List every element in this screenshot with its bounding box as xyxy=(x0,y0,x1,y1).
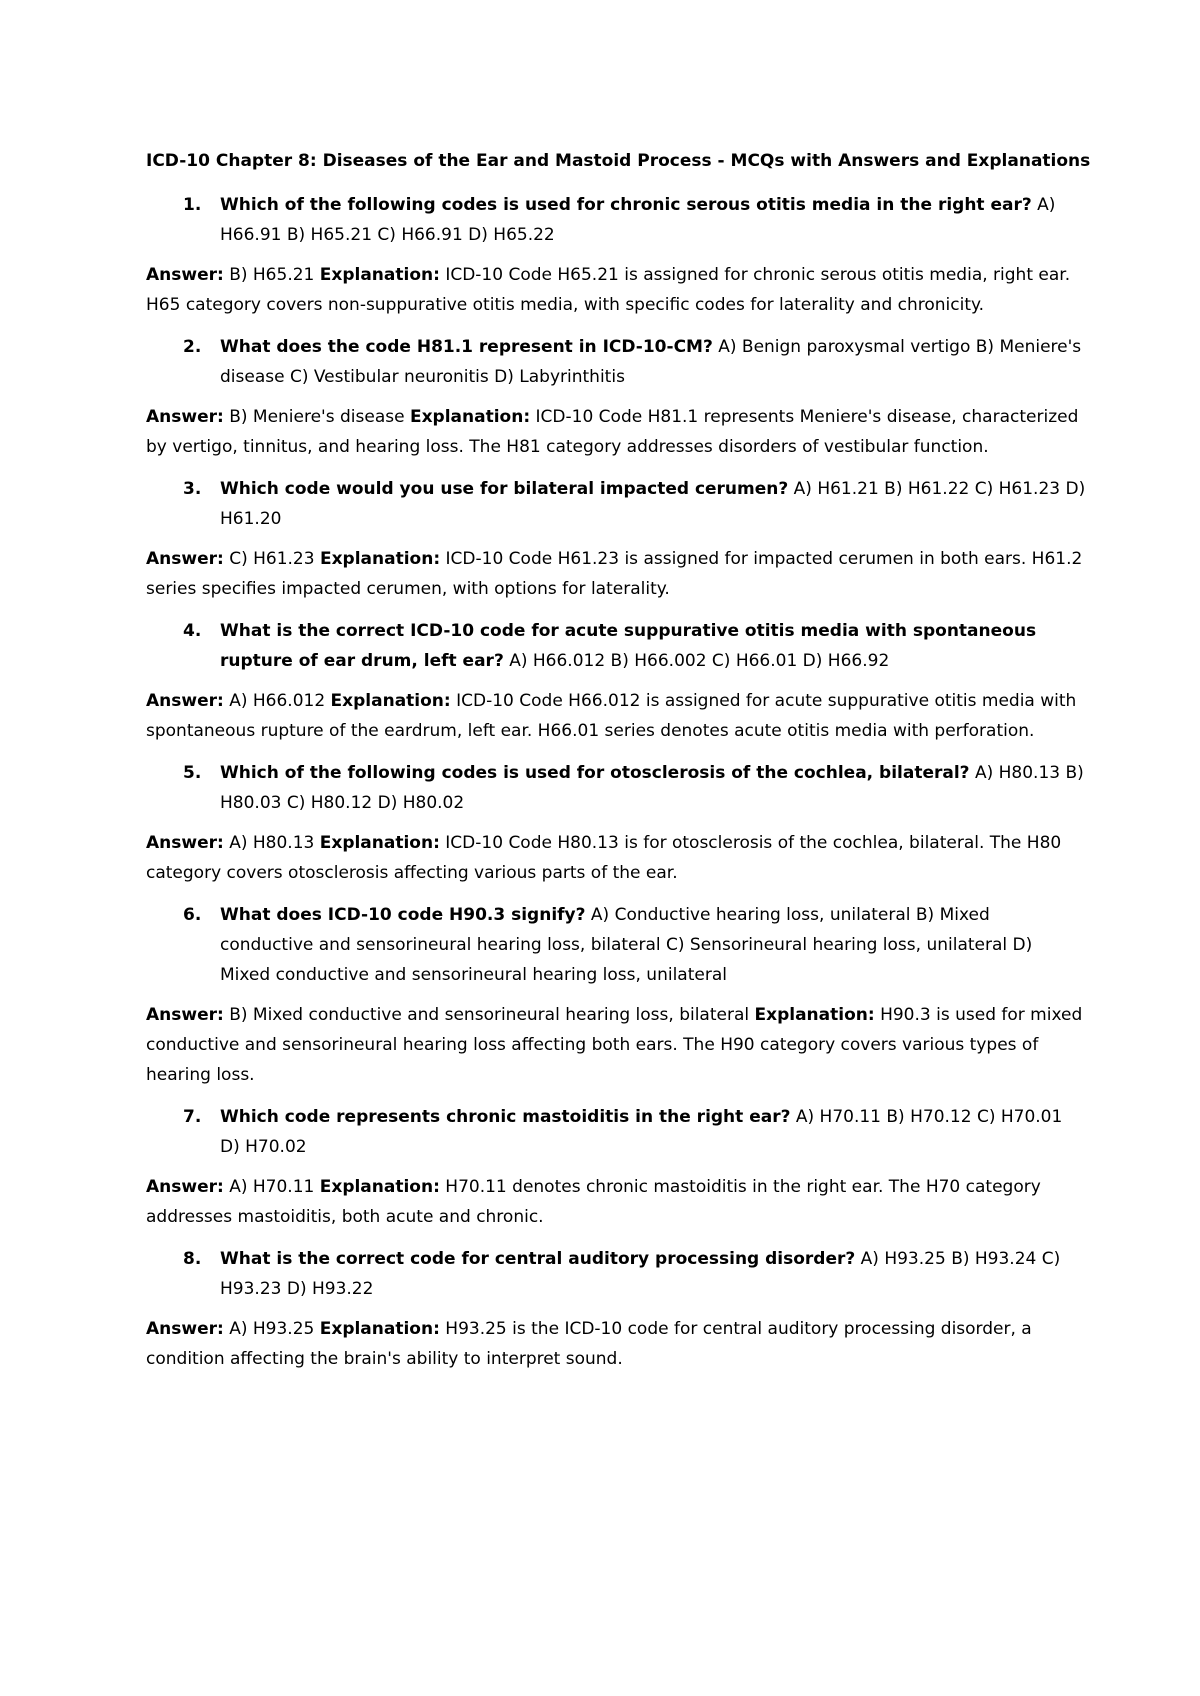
answer-label: Answer: xyxy=(146,833,224,853)
question-number: 3. xyxy=(183,479,202,499)
answer-label: Answer: xyxy=(146,691,224,711)
answer-value: A) H93.25 xyxy=(229,1319,315,1339)
question-text: Which of the following codes is used for otosclerosis of the cochlea, bilateral? xyxy=(220,763,970,783)
question-text: Which code represents chronic mastoiditis in the right ear? xyxy=(220,1107,791,1127)
answer-label: Answer: xyxy=(146,1005,224,1025)
explanation-label: Explanation: xyxy=(409,407,531,427)
question-number: 4. xyxy=(183,621,202,641)
explanation-text: ICD-10 Code H80.13 is for otosclerosis of the cochlea, bilateral. The H80 category covers otosclerosis affecting various parts of the ear. xyxy=(146,833,1062,883)
question-item xyxy=(146,474,1086,534)
answer-value: A) H80.13 xyxy=(229,833,315,853)
answer-value: B) Mixed conductive and sensorineural hearing loss, bilateral xyxy=(229,1005,750,1025)
question-item xyxy=(146,900,1086,990)
answer-label: Answer: xyxy=(146,549,224,569)
explanation-label: Explanation: xyxy=(319,549,441,569)
question-number: 7. xyxy=(183,1107,202,1127)
explanation-label: Explanation: xyxy=(319,833,440,853)
question-options: A) H80.13 B) H80.03 C) H80.12 D) H80.02 xyxy=(220,763,1084,813)
answer-block xyxy=(146,1000,1086,1090)
explanation-text: ICD-10 Code H61.23 is assigned for impacted cerumen in both ears. H61.2 series specifies impacted cerumen, with options for laterality. xyxy=(146,549,1083,599)
question-options: A) H70.11 B) H70.12 C) H70.01 D) H70.02 xyxy=(220,1107,1063,1157)
question-options: A) H66.91 B) H65.21 C) H66.91 D) H65.22 xyxy=(220,195,1056,245)
answer-value: A) H66.012 xyxy=(229,691,326,711)
answer-block xyxy=(146,260,1086,320)
explanation-text: H70.11 denotes chronic mastoiditis in the right ear. The H70 category addresses mastoiditis, both acute and chronic. xyxy=(146,1177,1041,1227)
explanation-label: Explanation: xyxy=(754,1005,875,1025)
answer-label: Answer: xyxy=(146,407,224,427)
question-options: A) H66.012 B) H66.002 C) H66.01 D) H66.92 xyxy=(509,651,890,671)
explanation-label: Explanation: xyxy=(319,1177,440,1197)
explanation-text: H90.3 is used for mixed conductive and sensorineural hearing loss affecting both ears. The H90 category covers various types of hearing loss. xyxy=(146,1005,1083,1085)
document-body xyxy=(146,146,1091,1386)
question-options: A) Conductive hearing loss, unilateral B) Mixed conductive and sensorineural hearing loss, bilateral C) Sensorineural hearing loss, unilateral D) Mixed conductive and sensorineural hearing loss, unilateral xyxy=(220,905,1033,985)
question-number: 5. xyxy=(183,763,202,783)
question-text: Which code would you use for bilateral impacted cerumen? xyxy=(220,479,789,499)
document-title: ICD-10 Chapter 8: Diseases of the Ear and Mastoid Process - MCQs with Answers and Explanations xyxy=(146,151,1091,171)
answer-value: B) Meniere's disease xyxy=(229,407,405,427)
answer-block xyxy=(146,1314,1086,1374)
question-text: What is the correct code for central auditory processing disorder? xyxy=(220,1249,856,1269)
question-number: 1. xyxy=(183,195,202,215)
answer-block xyxy=(146,1172,1086,1232)
explanation-text: ICD-10 Code H81.1 represents Meniere's disease, characterized by vertigo, tinnitus, and hearing loss. The H81 category addresses disorders of vestibular function. xyxy=(146,407,1079,457)
answer-label: Answer: xyxy=(146,1177,224,1197)
question-text: What does the code H81.1 represent in ICD-10-CM? xyxy=(220,337,713,357)
explanation-text: ICD-10 Code H65.21 is assigned for chronic serous otitis media, right ear. H65 category covers non-suppurative otitis media, with specific codes for laterality and chronicity. xyxy=(146,265,1071,315)
question-item xyxy=(146,758,1086,818)
question-options: A) Benign paroxysmal vertigo B) Meniere's disease C) Vestibular neuronitis D) Labyrinthitis xyxy=(220,337,1082,387)
question-item xyxy=(146,616,1086,676)
question-text: Which of the following codes is used for chronic serous otitis media in the right ear? xyxy=(220,195,1032,215)
answer-block xyxy=(146,544,1086,604)
answer-block xyxy=(146,402,1086,462)
explanation-label: Explanation: xyxy=(319,265,440,285)
question-item xyxy=(146,190,1086,250)
answer-value: C) H61.23 xyxy=(229,549,315,569)
answer-block xyxy=(146,828,1086,888)
question-number: 6. xyxy=(183,905,202,925)
answer-value: B) H65.21 xyxy=(229,265,315,285)
explanation-label: Explanation: xyxy=(319,1319,440,1339)
explanation-label: Explanation: xyxy=(330,691,451,711)
explanation-text: H93.25 is the ICD-10 code for central auditory processing disorder, a condition affecting the brain's ability to interpret sound. xyxy=(146,1319,1032,1369)
question-item xyxy=(146,1102,1086,1162)
explanation-text: ICD-10 Code H66.012 is assigned for acute suppurative otitis media with spontaneous rupture of the eardrum, left ear. H66.01 series denotes acute otitis media with perforation. xyxy=(146,691,1077,741)
question-item xyxy=(146,1244,1086,1304)
answer-label: Answer: xyxy=(146,265,224,285)
question-text: What is the correct ICD-10 code for acute suppurative otitis media with spontaneous rupture of ear drum, left ear? xyxy=(220,621,1037,671)
question-number: 8. xyxy=(183,1249,202,1269)
question-options: A) H93.25 B) H93.24 C) H93.23 D) H93.22 xyxy=(220,1249,1061,1299)
question-item xyxy=(146,332,1086,392)
question-number: 2. xyxy=(183,337,202,357)
answer-value: A) H70.11 xyxy=(229,1177,315,1197)
mcq-list xyxy=(146,190,1086,1374)
answer-block xyxy=(146,686,1086,746)
question-text: What does ICD-10 code H90.3 signify? xyxy=(220,905,586,925)
question-options: A) H61.21 B) H61.22 C) H61.23 D) H61.20 xyxy=(220,479,1086,529)
answer-label: Answer: xyxy=(146,1319,224,1339)
